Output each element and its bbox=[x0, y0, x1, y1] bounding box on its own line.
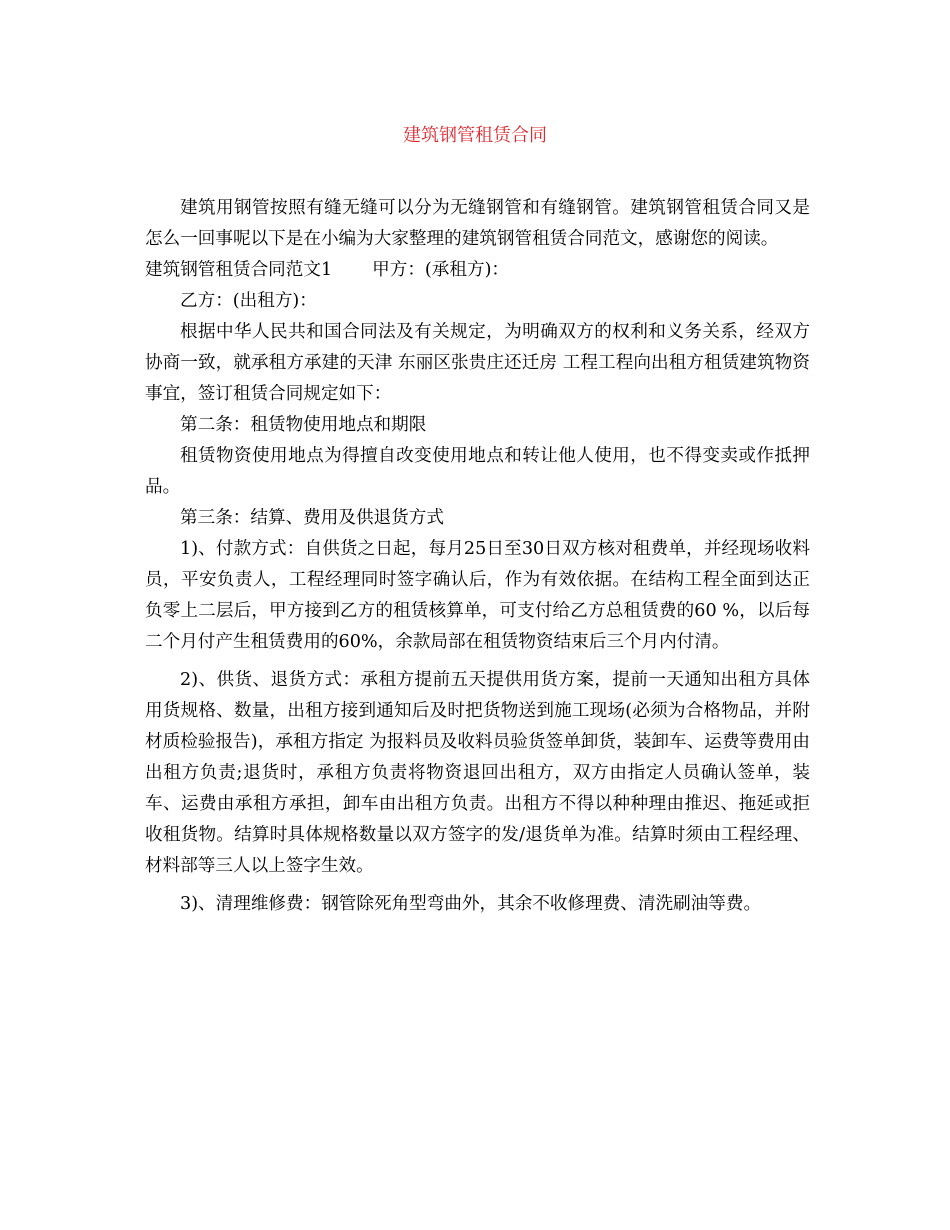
document-title: 建筑钢管租赁合同 bbox=[403, 125, 547, 146]
clause-1-paragraph: 1)、付款方式：自供货之日起，每月25日至30日双方核对租费单，并经现场收料员，平安负责人，工程经理同时签字确认后，作为有效依据。在结构工程全面到达正负零上二层后，甲方接到乙方的租赁核算单，可支付给乙方总租赁费的60 %，以后每二个月付产生租赁费用的60%，余款局部在租赁物资结束后三个月内付清。 bbox=[145, 539, 810, 652]
party-a-label: 甲方：(承租方)： bbox=[372, 260, 510, 280]
article-3-heading: 第三条：结算、费用及供退货方式 bbox=[180, 508, 444, 528]
preamble-paragraph: 根据中华人民共和国合同法及有关规定，为明确双方的权利和义务关系，经双方协商一致，就承租方承建的天津 东丽区张贵庄还迁房 工程工程向出租方租赁建筑物资事宜，签订租赁合同规定如下： bbox=[145, 322, 810, 404]
article-2-text: 租赁物资使用地点为得擅自改变使用地点和转让他人使用，也不得变卖或作抵押品。 bbox=[145, 446, 810, 497]
clause-3-paragraph: 3)、清理维修费：钢管除死角型弯曲外，其余不收修理费、清洗刷油等费。 bbox=[180, 894, 762, 914]
article-2-heading: 第二条：租赁物使用地点和期限 bbox=[180, 415, 427, 435]
party-b-label: 乙方：(出租方)： bbox=[180, 291, 317, 311]
sample-heading: 建筑钢管租赁合同范文1 bbox=[145, 260, 333, 280]
clause-2-paragraph: 2)、供货、退货方式：承租方提前五天提供用货方案，提前一天通知出租方具体用货规格、数量，出租方接到通知后及时把货物送到施工现场(必须为合格物品，并附材质检验报告)，承租方指定 为报料员及收料员验货签单卸货，装卸车、运费等费用由出租方负责;退货时，承租方负责将物资退回出租方，双方由指定人员确认签单，装车、运费由承租方承担，卸车由出租方负责。出租方不得以种种理由推迟、拖延或拒收租货物。结算时具体规格数量以双方签字的发/退货单为准。结算时须由工程经理、材料部等三人以上签字生效。 bbox=[145, 670, 810, 876]
intro-paragraph: 建筑用钢管按照有缝无缝可以分为无缝钢管和有缝钢管。建筑钢管租赁合同又是怎么一回事呢以下是在小编为大家整理的建筑钢管租赁合同范文，感谢您的阅读。 bbox=[145, 198, 810, 249]
document-body bbox=[145, 193, 810, 920]
sample-heading-line bbox=[145, 255, 810, 286]
